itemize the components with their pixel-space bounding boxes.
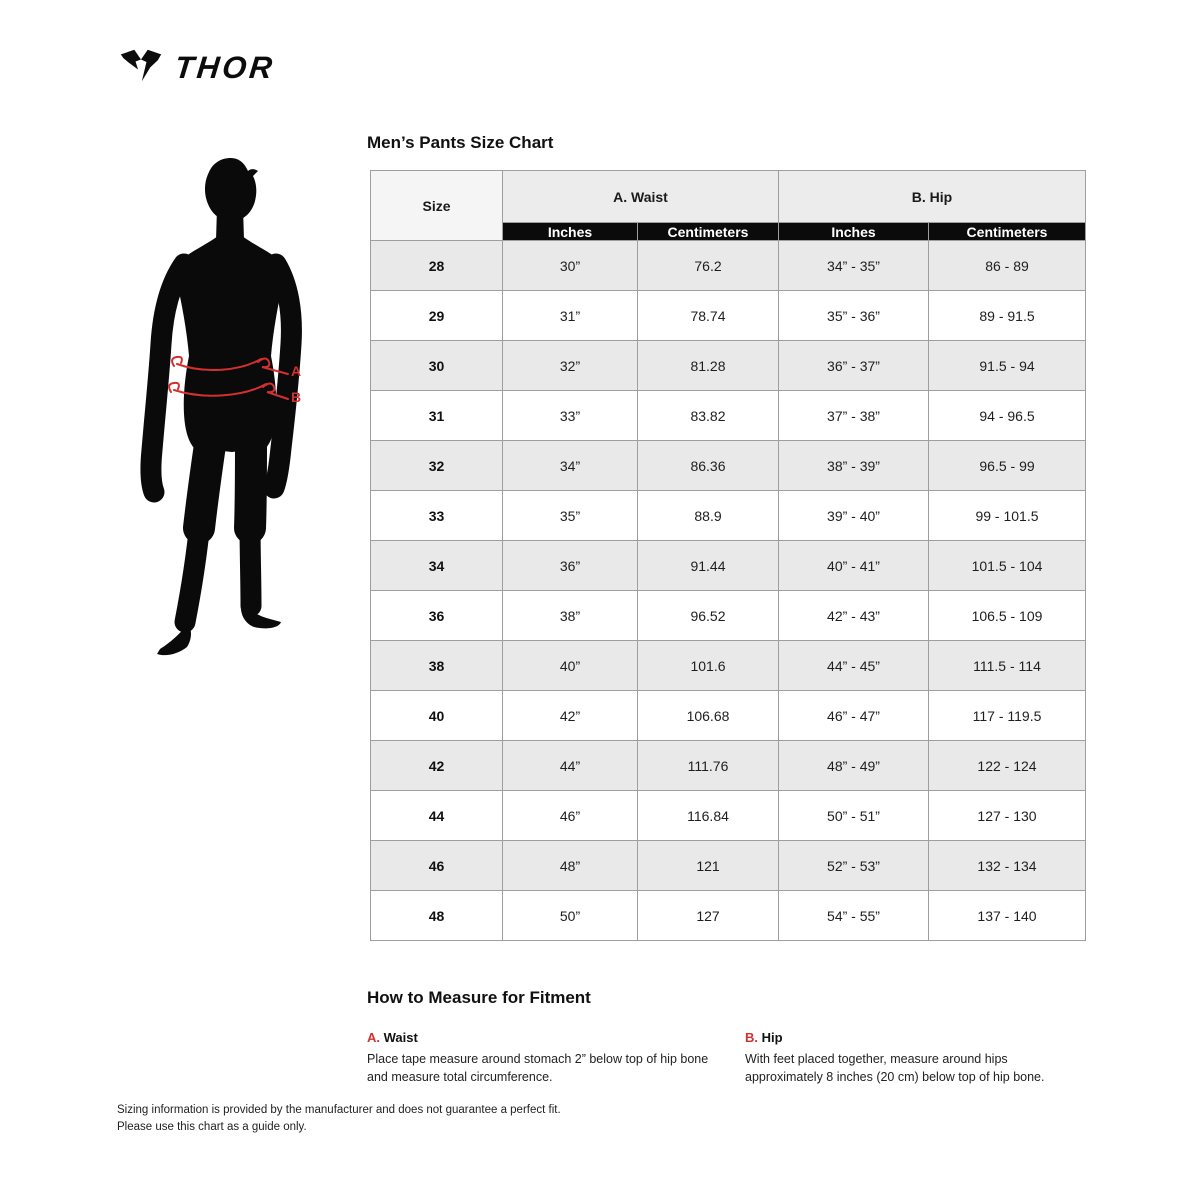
cell-hip_cm: 89 - 91.5 bbox=[929, 291, 1086, 341]
cell-waist_in: 50” bbox=[503, 891, 638, 941]
table-row bbox=[371, 491, 1086, 541]
cell-hip_in: 38” - 39” bbox=[779, 441, 929, 491]
measure-item-hip-prefix: B. bbox=[745, 1030, 758, 1045]
table-row bbox=[371, 291, 1086, 341]
cell-waist_in: 42” bbox=[503, 691, 638, 741]
cell-waist_in: 38” bbox=[503, 591, 638, 641]
measure-item-waist-prefix: A. bbox=[367, 1030, 380, 1045]
cell-hip_in: 34” - 35” bbox=[779, 241, 929, 291]
cell-hip_cm: 99 - 101.5 bbox=[929, 491, 1086, 541]
cell-hip_in: 35” - 36” bbox=[779, 291, 929, 341]
measure-item-hip-text: With feet placed together, measure around hips approximately 8 inches (20 cm) below top of hip bone. bbox=[745, 1052, 1045, 1084]
cell-hip_in: 54” - 55” bbox=[779, 891, 929, 941]
cell-hip_cm: 106.5 - 109 bbox=[929, 591, 1086, 641]
cell-waist_cm: 106.68 bbox=[638, 691, 779, 741]
hip-label-b: B bbox=[291, 389, 302, 405]
cell-waist_in: 46” bbox=[503, 791, 638, 841]
cell-waist_cm: 88.9 bbox=[638, 491, 779, 541]
group-header-row bbox=[371, 171, 1086, 223]
cell-size: 29 bbox=[371, 291, 503, 341]
how-to-measure-title: How to Measure for Fitment bbox=[367, 988, 591, 1007]
cell-hip_cm: 86 - 89 bbox=[929, 241, 1086, 291]
cell-waist_cm: 101.6 bbox=[638, 641, 779, 691]
table-row bbox=[371, 741, 1086, 791]
cell-waist_in: 48” bbox=[503, 841, 638, 891]
table-row bbox=[371, 391, 1086, 441]
cell-size: 36 bbox=[371, 591, 503, 641]
subheader-waist-inches: Inches bbox=[503, 223, 638, 241]
cell-hip_in: 40” - 41” bbox=[779, 541, 929, 591]
cell-hip_in: 52” - 53” bbox=[779, 841, 929, 891]
cell-waist_in: 30” bbox=[503, 241, 638, 291]
table-row bbox=[371, 541, 1086, 591]
cell-hip_cm: 91.5 - 94 bbox=[929, 341, 1086, 391]
subheader-hip-centimeters: Centimeters bbox=[929, 223, 1086, 241]
cell-hip_cm: 122 - 124 bbox=[929, 741, 1086, 791]
cell-size: 32 bbox=[371, 441, 503, 491]
cell-waist_cm: 121 bbox=[638, 841, 779, 891]
column-group-waist: A. Waist bbox=[503, 171, 779, 223]
table-row bbox=[371, 691, 1086, 741]
sizing-disclaimer bbox=[117, 1102, 561, 1136]
column-group-hip: B. Hip bbox=[779, 171, 1086, 223]
cell-hip_cm: 94 - 96.5 bbox=[929, 391, 1086, 441]
cell-waist_cm: 111.76 bbox=[638, 741, 779, 791]
cell-hip_in: 44” - 45” bbox=[779, 641, 929, 691]
cell-size: 31 bbox=[371, 391, 503, 441]
cell-waist_in: 40” bbox=[503, 641, 638, 691]
cell-hip_cm: 101.5 - 104 bbox=[929, 541, 1086, 591]
cell-size: 44 bbox=[371, 791, 503, 841]
subheader-hip-inches: Inches bbox=[779, 223, 929, 241]
cell-waist_in: 35” bbox=[503, 491, 638, 541]
cell-waist_cm: 78.74 bbox=[638, 291, 779, 341]
cell-hip_cm: 117 - 119.5 bbox=[929, 691, 1086, 741]
cell-size: 48 bbox=[371, 891, 503, 941]
cell-size: 34 bbox=[371, 541, 503, 591]
table-row bbox=[371, 441, 1086, 491]
cell-waist_in: 36” bbox=[503, 541, 638, 591]
cell-hip_in: 42” - 43” bbox=[779, 591, 929, 641]
measure-item-hip bbox=[745, 1030, 1087, 1086]
cell-hip_in: 48” - 49” bbox=[779, 741, 929, 791]
cell-waist_cm: 91.44 bbox=[638, 541, 779, 591]
table-row bbox=[371, 841, 1086, 891]
cell-hip_in: 46” - 47” bbox=[779, 691, 929, 741]
measure-item-waist bbox=[367, 1030, 727, 1086]
table-row bbox=[371, 891, 1086, 941]
measure-item-waist-text: Place tape measure around stomach 2” below top of hip bone and measure total circumference. bbox=[367, 1052, 709, 1084]
subheader-waist-centimeters: Centimeters bbox=[638, 223, 779, 241]
page-title: Men’s Pants Size Chart bbox=[367, 133, 554, 152]
brand-name: THOR bbox=[173, 49, 277, 85]
body-silhouette bbox=[0, 0, 330, 680]
table-row bbox=[371, 241, 1086, 291]
measure-item-hip-label: B. Hip bbox=[745, 1030, 783, 1045]
cell-hip_cm: 132 - 134 bbox=[929, 841, 1086, 891]
disclaimer-line-2: Please use this chart as a guide only. bbox=[117, 1121, 307, 1133]
cell-size: 40 bbox=[371, 691, 503, 741]
size-table-body bbox=[371, 241, 1086, 941]
size-chart-table bbox=[370, 170, 1086, 941]
cell-hip_cm: 111.5 - 114 bbox=[929, 641, 1086, 691]
cell-hip_in: 36” - 37” bbox=[779, 341, 929, 391]
cell-waist_cm: 81.28 bbox=[638, 341, 779, 391]
cell-waist_cm: 86.36 bbox=[638, 441, 779, 491]
cell-hip_cm: 96.5 - 99 bbox=[929, 441, 1086, 491]
cell-waist_in: 44” bbox=[503, 741, 638, 791]
cell-waist_cm: 76.2 bbox=[638, 241, 779, 291]
cell-waist_cm: 83.82 bbox=[638, 391, 779, 441]
cell-waist_in: 31” bbox=[503, 291, 638, 341]
cell-waist_in: 33” bbox=[503, 391, 638, 441]
table-row bbox=[371, 341, 1086, 391]
column-header-size: Size bbox=[371, 171, 503, 241]
cell-waist_in: 32” bbox=[503, 341, 638, 391]
measure-item-waist-label: A. Waist bbox=[367, 1030, 418, 1045]
cell-hip_in: 39” - 40” bbox=[779, 491, 929, 541]
cell-size: 42 bbox=[371, 741, 503, 791]
table-row bbox=[371, 641, 1086, 691]
cell-hip_cm: 137 - 140 bbox=[929, 891, 1086, 941]
cell-waist_cm: 116.84 bbox=[638, 791, 779, 841]
table-row bbox=[371, 791, 1086, 841]
cell-size: 30 bbox=[371, 341, 503, 391]
table-row bbox=[371, 591, 1086, 641]
cell-hip_cm: 127 - 130 bbox=[929, 791, 1086, 841]
waist-label-a: A bbox=[291, 363, 302, 379]
cell-hip_in: 37” - 38” bbox=[779, 391, 929, 441]
disclaimer-line-1: Sizing information is provided by the manufacturer and does not guarantee a perfect fit. bbox=[117, 1104, 561, 1116]
cell-waist_cm: 96.52 bbox=[638, 591, 779, 641]
cell-waist_cm: 127 bbox=[638, 891, 779, 941]
cell-size: 33 bbox=[371, 491, 503, 541]
cell-size: 28 bbox=[371, 241, 503, 291]
cell-size: 46 bbox=[371, 841, 503, 891]
how-to-measure-section bbox=[367, 988, 1087, 1086]
cell-size: 38 bbox=[371, 641, 503, 691]
cell-waist_in: 34” bbox=[503, 441, 638, 491]
cell-hip_in: 50” - 51” bbox=[779, 791, 929, 841]
